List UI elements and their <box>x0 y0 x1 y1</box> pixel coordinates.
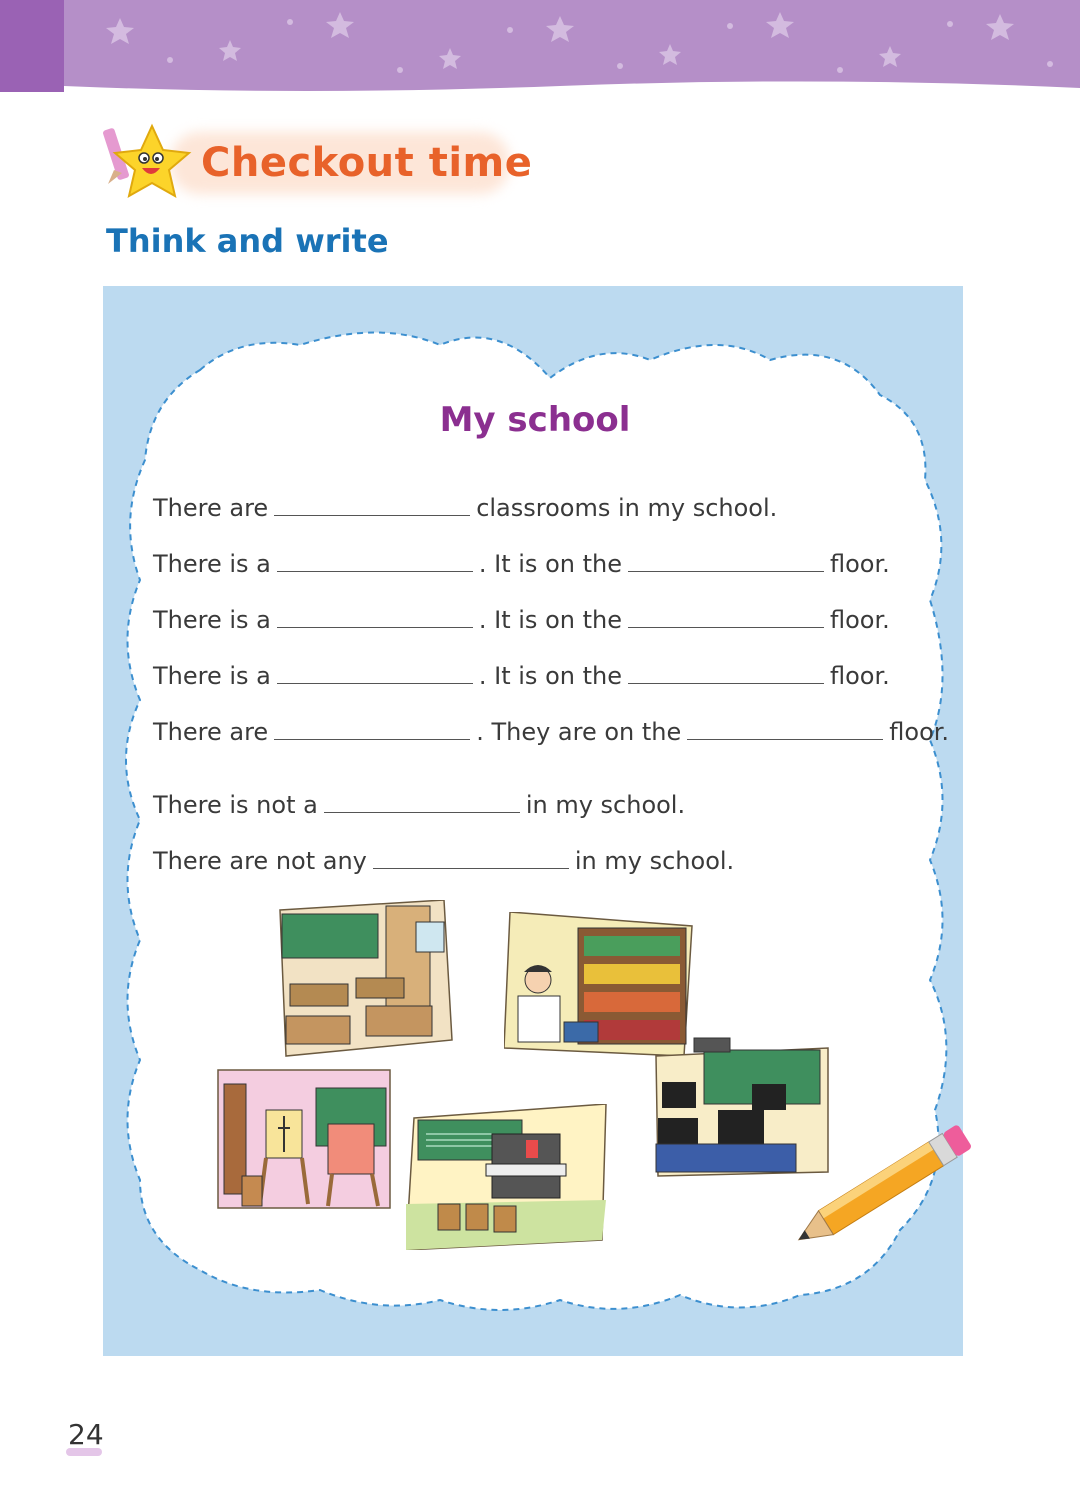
answer-blank[interactable] <box>373 846 569 869</box>
answer-blank[interactable] <box>628 549 824 572</box>
answer-blank[interactable] <box>274 717 470 740</box>
pencil-icon <box>776 1122 980 1256</box>
sentence-text: . It is on the <box>478 550 622 578</box>
sentence-text: There are <box>153 718 269 746</box>
sentence-text: . It is on the <box>478 662 622 690</box>
sentence-1 <box>153 490 777 526</box>
sentence-5 <box>153 714 949 750</box>
sentence-text: floor. <box>829 550 890 578</box>
sentence-text: classrooms in my school. <box>476 494 778 522</box>
sentence-7 <box>153 843 734 879</box>
answer-blank[interactable] <box>277 605 473 628</box>
page-number: 24 <box>68 1418 104 1451</box>
card-title: My school <box>439 400 631 440</box>
sentence-4 <box>153 658 890 694</box>
answer-blank[interactable] <box>277 549 473 572</box>
sentence-text: in my school. <box>574 847 735 875</box>
answer-blank[interactable] <box>687 717 883 740</box>
sentence-text: floor. <box>889 718 950 746</box>
sentence-text: There are <box>153 494 269 522</box>
answer-blank[interactable] <box>274 493 470 516</box>
sentence-text: There is a <box>153 662 271 690</box>
library-picture <box>504 912 694 1056</box>
answer-blank[interactable] <box>628 661 824 684</box>
answer-blank[interactable] <box>324 790 520 813</box>
sentence-text: There is a <box>153 550 271 578</box>
sentence-3 <box>153 602 890 638</box>
sentence-text: . It is on the <box>478 606 622 634</box>
art-room-picture <box>216 1068 392 1210</box>
sentence-text: in my school. <box>525 791 686 819</box>
exercise-instruction: Think and write <box>106 222 389 260</box>
sentence-text: floor. <box>829 662 890 690</box>
classroom-picture <box>276 900 456 1058</box>
sentence-2 <box>153 546 890 582</box>
sentence-6 <box>153 787 685 823</box>
heading-title: Checkout time <box>201 140 533 186</box>
sentence-text: . They are on the <box>476 718 682 746</box>
answer-blank[interactable] <box>628 605 824 628</box>
answer-blank[interactable] <box>277 661 473 684</box>
sentence-text: There are not any <box>153 847 367 875</box>
music-room-picture <box>406 1104 610 1250</box>
sentence-text: There is a <box>153 606 271 634</box>
sentence-text: There is not a <box>153 791 318 819</box>
sentence-text: floor. <box>829 606 890 634</box>
